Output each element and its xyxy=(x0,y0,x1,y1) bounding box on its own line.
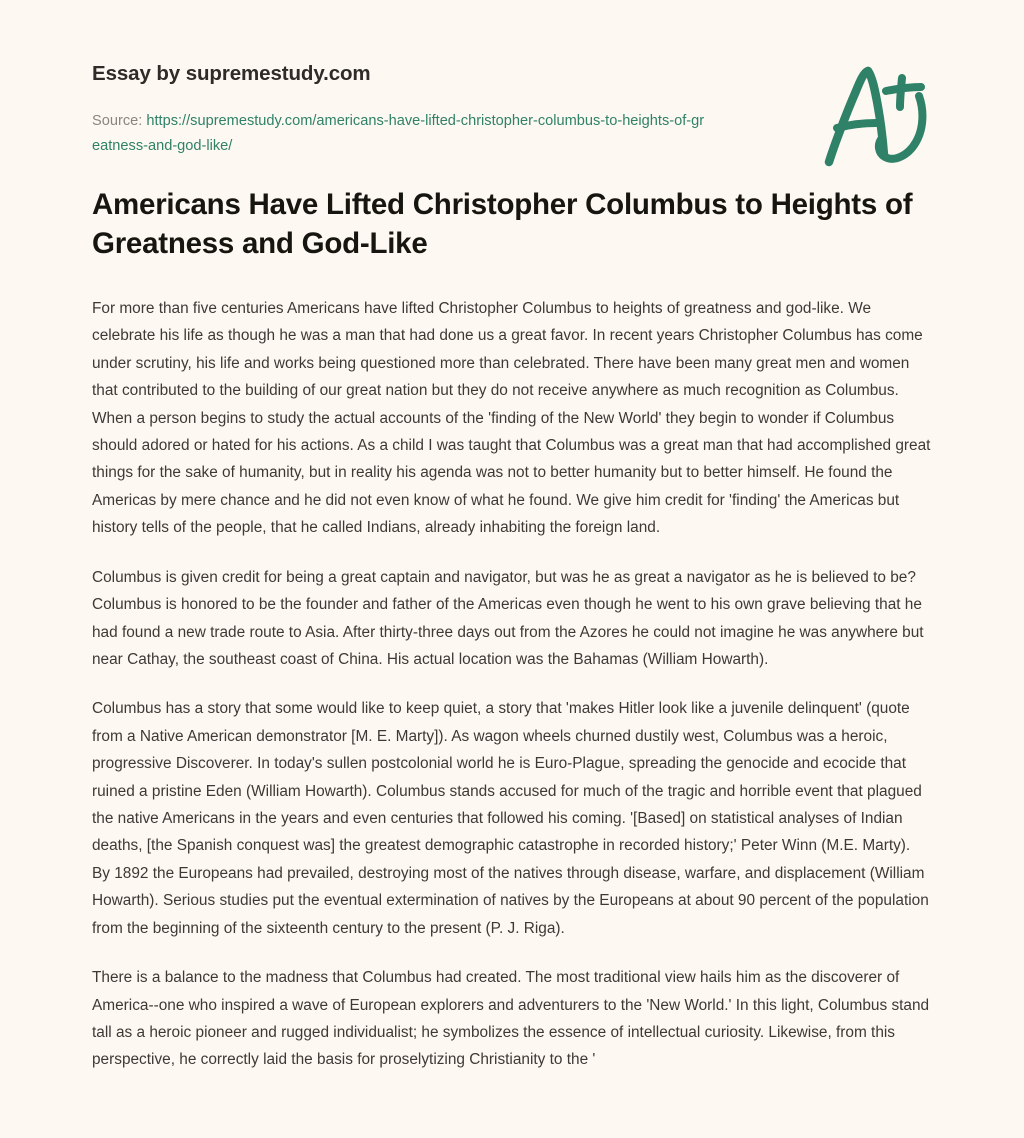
article-paragraph: Columbus is given credit for being a great captain and navigator, but was he as great a navigator as he is believed to be? Columbus is honored to be the founder and father of the Americas even though he went to his own grave believing that he had found a new trade route to Asia. After thirty-three days out from the Azores he could not imagine he was anywhere but near Cathay, the southeast coast of China. His actual location was the Bahamas (William Howarth). xyxy=(92,568,924,668)
article-paragraph: For more than five centuries Americans have lifted Christopher Columbus to heights of greatness and god-like. We celebrate his life as though he was a man that had done us a great favor. In recent years Christopher Columbus has come under scrutiny, his life and works being questioned more than celebrated. There have been many great men and women that contributed to the building of our great nation but they do not receive anywhere as much recognition as Columbus. When a person begins to study the actual accounts of the 'finding of the New World' they begin to wonder if Columbus should adored or hated for his actions. As a child I was taught that Columbus was a great man that had accomplished great things for the sake of humanity, but in reality his agenda was not to better humanity but to better himself. He found the Americas by mere chance and he did not even know of what he found. We give him credit for 'finding' the Americas but history tells of the people, that he called Indians, already inhabiting the foreign land. xyxy=(92,299,931,537)
page-title: Americans Have Lifted Christopher Columbus to Heights of Greatness and God-Like xyxy=(92,188,913,260)
document-header xyxy=(0,0,1024,186)
a-plus-logo-icon xyxy=(820,62,936,170)
article-content xyxy=(0,186,1024,1074)
article-body xyxy=(92,295,932,1074)
article-paragraph: Columbus has a story that some would like to keep quiet, a story that 'makes Hitler look like a juvenile delinquent' (quote from a Native American demonstrator [M. E. Marty]). As wagon wheels churned dustily west, Columbus was a heroic, progressive Discoverer. In today's sullen postcolonial world he is Euro-Plague, spreading the genocide and ecocide that ruined a pristine Eden (William Howarth). Columbus stands accused for much of the tragic and horrible event that plagued the native Americans in the years and even centuries that followed his coming. '[Based] on statistical analyses of Indian deaths, [the Spanish conquest was] the greatest demographic catastrophe in recorded history;' Peter Winn (M.E. Marty). By 1892 the Europeans had prevailed, destroying most of the natives through disease, warfare, and displacement (William Howarth). Serious studies put the eventual extermination of natives by the Europeans at about 90 percent of the population from the beginning of the sixteenth century to the present (P. J. Riga). xyxy=(92,700,929,937)
source-line xyxy=(92,109,712,159)
article-paragraph: There is a balance to the madness that Columbus had created. The most traditional view hails him as the discoverer of America--one who inspired a wave of European explorers and adventurers to the 'New World.' In this light, Columbus stand tall as a heroic pioneer and rugged individualist; he symbolizes the essence of intellectual curiosity. Likewise, from this perspective, he correctly laid the basis for proselytizing Christianity to the ' xyxy=(92,969,930,1069)
essay-byline: Essay by supremestudy.com xyxy=(92,62,371,85)
source-label: Source: xyxy=(92,112,143,129)
source-url-link[interactable]: https://supremestudy.com/americans-have-lifted-christopher-columbus-to-heights-of-greatness-and-god-like/ xyxy=(92,112,705,154)
